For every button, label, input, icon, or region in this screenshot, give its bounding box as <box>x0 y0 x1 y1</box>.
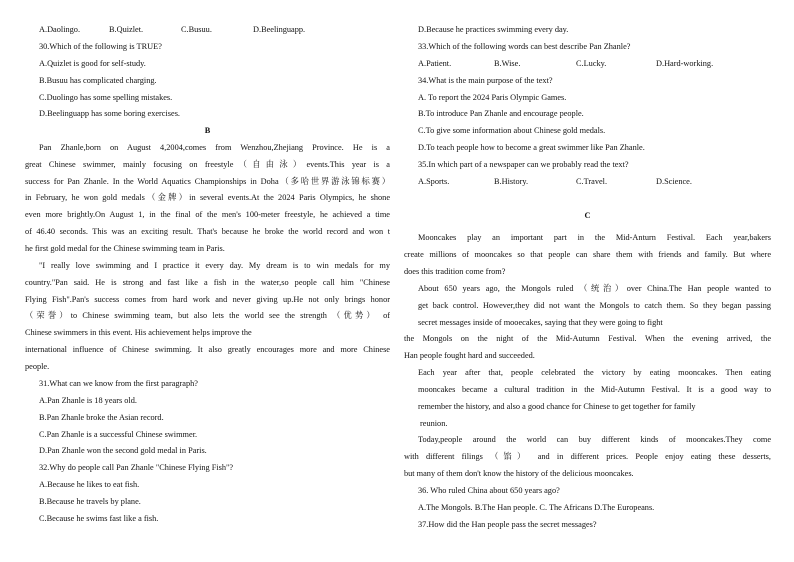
passage-b-line: of 46.40 seconds. This was an exciting result. That's because he broke the world record and won t <box>25 227 390 237</box>
section-b-heading: B <box>204 126 211 136</box>
passage-b-line: international influence of Chinese swimming. It also greatly encourages more and more Chinese <box>25 345 390 355</box>
q37-question: 37.How did the Han people pass the secret messages? <box>418 519 597 529</box>
q30-question: 30.Which of the following is TRUE? <box>39 42 162 52</box>
q32-option-a: A.Because he likes to eat fish. <box>39 480 140 490</box>
passage-c-line: but many of them don't know the history of the delicious mooncakes. <box>404 469 634 479</box>
passage-c-line: does this tradition come from? <box>404 267 506 277</box>
q34-option-d: D.To teach people how to become a great swimmer like Pan Zhanle. <box>418 143 645 153</box>
q34-option-b: B.To introduce Pan Zhanle and encourage people. <box>418 109 584 119</box>
passage-c-line: About 650 years ago, the Mongols ruled （统治）over China.The Han people wanted to <box>418 283 771 293</box>
passage-b-line: "I really love swimming and I practice it every day. My dream is to win medals for my <box>39 260 390 270</box>
passage-b-line: even more brightly.On August 1, in the final of the men's 100-meter freestyle, he achieved a time <box>25 210 390 220</box>
q34-option-a: A. To report the 2024 Paris Olympic Games. <box>418 92 567 102</box>
q30-option-c: C.Duolingo has some spelling mistakes. <box>39 92 173 102</box>
q30-option-b: B.Busuu has complicated charging. <box>39 75 157 85</box>
q34-option-c: C.To give some information about Chinese gold medals. <box>418 126 606 136</box>
q36-options: A.The Mongols. B.The Han people. C. The Africans D.The Europeans. <box>418 502 655 512</box>
passage-c-line: reunion. <box>420 418 448 428</box>
passage-b-line: Pan Zhanle,born on August 4,2004,comes from Wenzhou,Zhejiang Province. He is a <box>39 142 390 152</box>
passage-b-line: （荣誉）to Chinese swimming team, but also lets the world see the strength （优势） of <box>25 311 390 321</box>
q33-question: 33.Which of the following words can best describe Pan Zhanle? <box>418 42 631 52</box>
q30-option-a: A.Quizlet is good for self-study. <box>39 58 146 68</box>
q31-option-b: B.Pan Zhanle broke the Asian record. <box>39 412 164 422</box>
q32-question: 32.Why do people call Pan Zhanle "Chinese Flying Fish"? <box>39 463 234 473</box>
passage-b-line: Flying Fish".Pan's success comes from hard work and never giving up.He not only brings honor <box>25 294 390 304</box>
spacer <box>404 190 771 207</box>
q33-options <box>404 56 771 73</box>
passage-c-line: Today,people around the world can buy different kinds of mooncakes.They come <box>418 435 771 445</box>
q29-options <box>25 22 390 39</box>
passage-c-line: Han people fought hard and succeeded. <box>404 351 535 361</box>
q32-option-d: D.Because he practices swimming every day. <box>418 25 569 35</box>
passage-c-line: Mooncakes play an important part in the Mid-Anturn Festival. Each year,bakers <box>418 233 771 243</box>
left-column <box>25 22 390 527</box>
q35-option-c: C.Travel. <box>576 176 608 186</box>
q32-option-b: B.Because he travels by plane. <box>39 496 141 506</box>
passage-b-line: people. <box>25 362 50 372</box>
q29-option-a: A.Daolingo. <box>39 25 81 35</box>
q33-option-c: C.Lucky. <box>576 58 607 68</box>
passage-b-line: success for Pan Zhanle. In the World Aquatics Championships in Doha（多哈世界游泳锦标赛） <box>25 176 390 186</box>
q33-option-b: B.Wise. <box>494 58 521 68</box>
passage-b-line: country."Pan said. He is strong and fast like a fish in the water,so people call him "Chinese <box>25 277 390 287</box>
passage-c-line: mooncakes became a cultural tradition in the Mid-Autumn Festival. It is a good way to <box>418 384 771 394</box>
q35-question: 35.In which part of a newspaper can we probably read the text? <box>418 160 629 170</box>
passage-b-line: Chinese swimmers in this event. His achievement helps improve the <box>25 328 252 338</box>
passage-b-line: in February, he won gold medals（金牌）in several events.At the 2024 Paris Olympics, he shone <box>25 193 390 203</box>
q29-option-c: C.Busuu. <box>181 25 212 35</box>
q35-option-b: B.History. <box>494 176 529 186</box>
q29-option-b: B.Quizlet. <box>109 25 144 35</box>
q33-option-d: D.Hard-working. <box>656 58 714 68</box>
q31-option-c: C.Pan Zhanle is a successful Chinese swimmer. <box>39 429 198 439</box>
passage-b-line: he first gold medal for the Chinese swimming team in Paris. <box>25 244 225 254</box>
q35-option-d: D.Science. <box>656 176 692 186</box>
q31-option-a: A.Pan Zhanle is 18 years old. <box>39 395 137 405</box>
q31-question: 31.What can we know from the first paragraph? <box>39 378 198 388</box>
passage-b-line: great Chinese swimmer, mainly focusing on freestyle（自由泳）events.This year is a <box>25 159 390 169</box>
q36-question: 36. Who ruled China about 650 years ago? <box>418 486 560 496</box>
passage-c-line: remember the history, and also a good chance for Chinese to get together for family <box>418 401 696 411</box>
q31-option-d: D.Pan Zhanle won the second gold medal in Paris. <box>39 446 207 456</box>
passage-c-line: create millions of mooncakes so that people can share them with friends and family. But where <box>404 249 771 259</box>
section-c-heading: C <box>584 210 591 220</box>
passage-c-line: with different filings （馅） and in different prices. People enjoy eating these desserts, <box>404 452 771 462</box>
q30-option-d: D.Beelinguapp has some boring exercises. <box>39 109 181 119</box>
q35-options <box>404 174 771 191</box>
passage-c-line: get back control. However,they did not want the Mongols to catch them. So they began passing <box>418 300 771 310</box>
q29-option-d: D.Beelinguapp. <box>253 25 306 35</box>
q32-option-c: C.Because he swims fast like a fish. <box>39 513 159 523</box>
passage-c-line: the Mongols on the night of the Mid-Autumn Festival. When the evening arrived, the <box>404 334 771 344</box>
q35-option-a: A.Sports. <box>418 176 450 186</box>
q33-option-a: A.Patient. <box>418 58 452 68</box>
q34-question: 34.What is the main purpose of the text? <box>418 75 553 85</box>
passage-c-line: secret messages inside of mooecakes, saying that they were going to fight <box>418 317 663 327</box>
right-column <box>404 22 771 533</box>
passage-c-line: Each year after that, people celebrated the victory by eating mooncakes. Then eating <box>418 367 771 377</box>
